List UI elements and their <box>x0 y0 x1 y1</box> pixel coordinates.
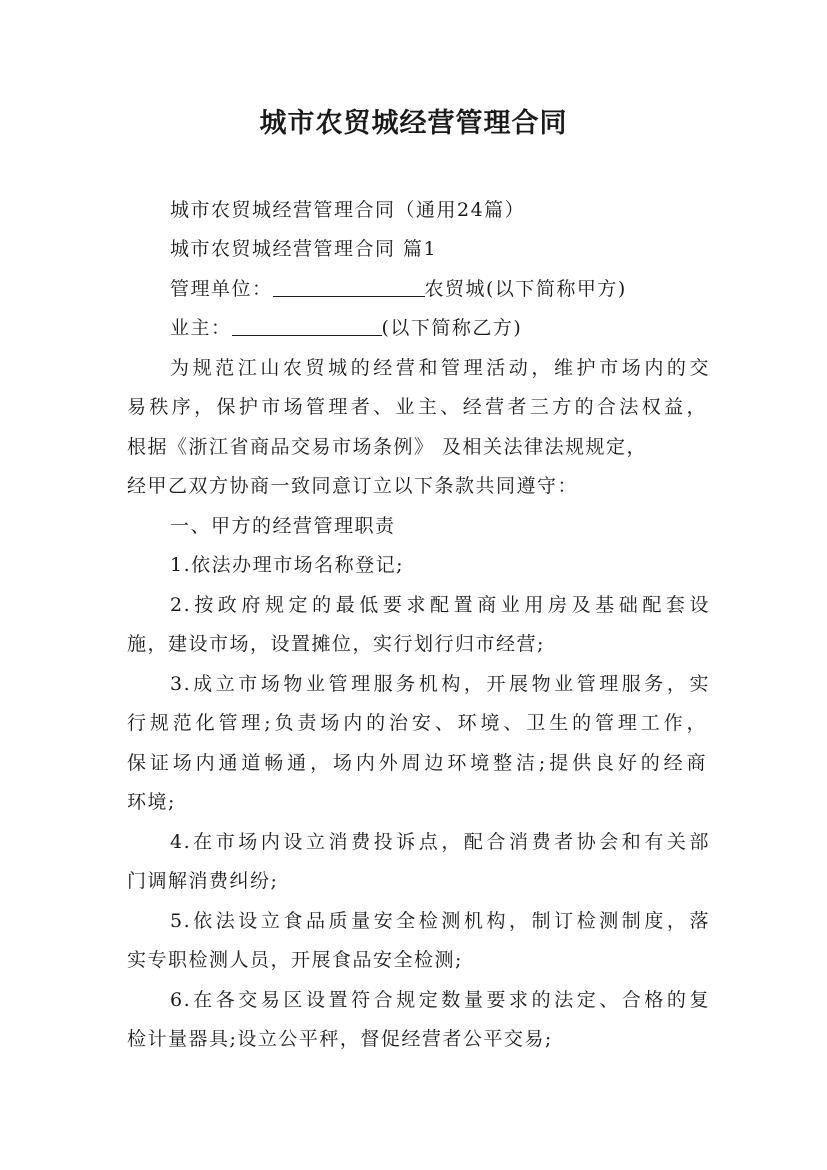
section-heading: 一、甲方的经营管理职责 <box>170 515 396 537</box>
party-a-label: 管理单位： <box>170 278 273 300</box>
party-b-suffix: (以下简称乙方) <box>381 317 523 339</box>
clause-line: 门调解消费纠纷; <box>127 870 279 892</box>
clause-line: 环境; <box>127 791 176 813</box>
clause-line: 行规范化管理;负责场内的治安、环境、卫生的管理工作， <box>127 712 707 734</box>
party-a-line <box>170 276 710 302</box>
clause-line: 1.依法办理市场名称登记; <box>170 554 405 576</box>
party-a-blank <box>273 276 425 297</box>
party-b-line <box>170 315 710 341</box>
party-a-suffix: 农贸城(以下简称甲方) <box>424 278 627 300</box>
preamble-line: 易秩序，保护市场管理者、业主、经营者三方的合法权益， <box>127 396 707 418</box>
document-subtitle: 城市农贸城经营管理合同（通用24篇） <box>170 199 526 221</box>
preamble-line: 根据《浙江省商品交易市场条例》 及相关法律法规规定， <box>127 436 648 458</box>
clause-line: 检计量器具;设立公平秤，督促经营者公平交易; <box>127 1028 553 1050</box>
party-b-blank <box>232 315 382 336</box>
clause-line: 6.在各交易区设置符合规定数量要求的法定、合格的复 <box>170 989 710 1011</box>
clause-line: 施，建设市场，设置摊位，实行划行归市经营; <box>127 633 545 655</box>
document-title: 城市农贸城经营管理合同 <box>259 108 568 139</box>
chapter-heading: 城市农贸城经营管理合同 篇1 <box>170 238 438 260</box>
clause-line: 实专职检测人员，开展食品安全检测; <box>127 949 463 971</box>
clause-line: 2.按政府规定的最低要求配置商业用房及基础配套设 <box>170 594 710 616</box>
clause-line: 保证场内通道畅通，场内外周边环境整洁;提供良好的经商 <box>127 752 707 774</box>
preamble-line: 经甲乙双方协商一致同意订立以下条款共同遵守： <box>127 475 579 497</box>
preamble-line: 为规范江山农贸城的经营和管理活动，维护市场内的交 <box>170 357 710 379</box>
party-b-label: 业主： <box>170 317 232 339</box>
clause-line: 4.在市场内设立消费投诉点，配合消费者协会和有关部 <box>170 831 710 853</box>
clause-line: 5.依法设立食品质量安全检测机构，制订检测制度，落 <box>170 910 710 932</box>
clause-line: 3.成立市场物业管理服务机构，开展物业管理服务，实 <box>170 673 710 695</box>
